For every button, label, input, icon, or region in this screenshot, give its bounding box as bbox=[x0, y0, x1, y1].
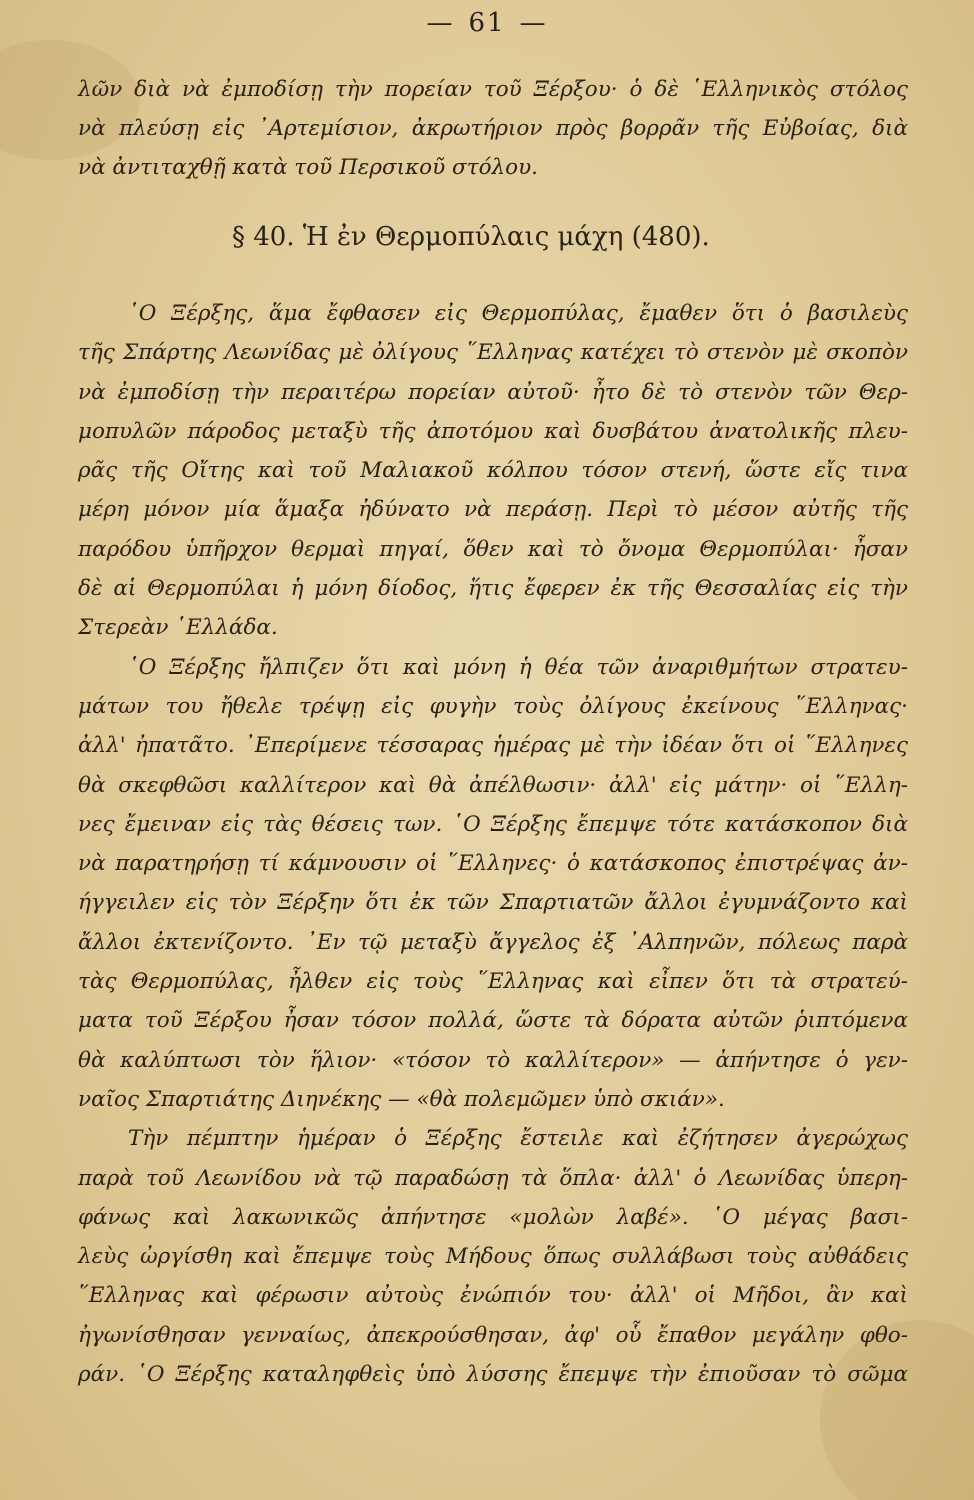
text-line: παρόδου ὑπῆρχον θερμαὶ πηγαί, ὅθεν καὶ τὸ ὄνομα Θερμοπύλαι· ἦσαν bbox=[78, 536, 908, 562]
text-line: μέρη μόνον μία ἅμαξα ἠδύνατο νὰ περάσῃ. Περὶ τὸ μέσον αὐτῆς τῆς bbox=[78, 497, 908, 523]
text-line: ναῖος Σπαρτιάτης Διηνέκης — «θὰ πολεμῶμεν ὑπὸ σκιάν». bbox=[78, 1086, 725, 1112]
text-line: λῶν διὰ νὰ ἐμποδίσῃ τὴν πορείαν τοῦ Ξέρξου· ὁ δὲ ῾Ελληνικὸς στόλος bbox=[78, 77, 908, 102]
body-text bbox=[78, 294, 908, 1394]
page-number-dash-right: — bbox=[519, 8, 548, 38]
text-line: νὰ ἀντιταχθῇ κατὰ τοῦ Περσικοῦ στόλου. bbox=[78, 155, 539, 180]
text-line: μοπυλῶν πάροδος μεταξὺ τῆς ἀποτόμου καὶ δυσβάτου ἀνατολικῆς πλευ- bbox=[78, 418, 908, 444]
text-line: ἀλλ' ἠπατᾶτο. ᾿Επερίμενε τέσσαρας ἡμέρας μὲ τὴν ἰδέαν ὅτι οἱ ῞Ελληνες bbox=[78, 733, 908, 759]
text-line: τὰς Θερμοπύλας, ἦλθεν εἰς τοὺς ῞Ελληνας καὶ εἶπεν ὅτι τὰ στρατεύ- bbox=[78, 969, 908, 995]
text-line: ῾Ο Ξέρξης ἤλπιζεν ὅτι καὶ μόνη ἡ θέα τῶν ἀναριθμήτων στρατευ- bbox=[128, 654, 908, 680]
text-line: παρὰ τοῦ Λεωνίδου νὰ τῷ παραδώσῃ τὰ ὅπλα· ἀλλ' ὁ Λεωνίδας ὑπερη- bbox=[78, 1165, 908, 1191]
text-line: θὰ καλύπτωσι τὸν ἥλιον· «τόσον τὸ καλλίτερον» — ἀπήντησε ὁ γεν- bbox=[78, 1047, 908, 1073]
text-line: Τὴν πέμπτην ἡμέραν ὁ Ξέρξης ἔστειλε καὶ ἐζήτησεν ἀγερώχως bbox=[128, 1126, 908, 1152]
text-line: λεὺς ὠργίσθη καὶ ἔπεμψε τοὺς Μήδους ὅπως συλλάβωσι τοὺς αὐθάδεις bbox=[78, 1244, 908, 1270]
text-line: ἠγωνίσθησαν γενναίως, ἀπεκρούσθησαν, ἀφ' οὗ ἔπαθον μεγάλην φθο- bbox=[78, 1322, 908, 1348]
text-line: νες ἔμειναν εἰς τὰς θέσεις των. ῾Ο Ξέρξης ἔπεμψε τότε κατάσκοπον διὰ bbox=[78, 811, 908, 837]
text-line: ματα τοῦ Ξέρξου ἦσαν τόσον πολλά, ὥστε τὰ δόρατα αὐτῶν ῥιπτόμενα bbox=[78, 1008, 908, 1034]
section-heading: § 40. Ἡ ἐν Θερμοπύλαις μάχη (480). bbox=[232, 222, 710, 252]
text-line: ῞Ελληνας καὶ φέρωσιν αὐτοὺς ἐνώπιόν του· ἀλλ' οἱ Μῆδοι, ἂν καὶ bbox=[78, 1283, 908, 1309]
page-number-value: 61 bbox=[468, 8, 506, 38]
text-line: Στερεὰν ῾Ελλάδα. bbox=[78, 615, 278, 641]
text-line: τῆς Σπάρτης Λεωνίδας μὲ ὀλίγους ῞Ελληνας κατέχει τὸ στενὸν μὲ σκοπὸν bbox=[78, 340, 908, 366]
page-number-dash-left: — bbox=[426, 8, 455, 38]
text-line: μάτων του ἤθελε τρέψῃ εἰς φυγὴν τοὺς ὀλίγους ἐκείνους ῞Ελληνας· bbox=[78, 693, 908, 719]
text-line: νὰ πλεύσῃ εἰς ᾿Αρτεμίσιον, ἀκρωτήριον πρὸς βορρᾶν τῆς Εὐβοίας, διὰ bbox=[78, 116, 908, 141]
text-line: νὰ ἐμποδίσῃ τὴν περαιτέρω πορείαν αὐτοῦ· ἦτο δὲ τὸ στενὸν τῶν Θερ- bbox=[78, 379, 908, 405]
page-number bbox=[0, 8, 974, 38]
text-line: θὰ σκεφθῶσι καλλίτερον καὶ θὰ ἀπέλθωσιν· ἀλλ' εἰς μάτην· οἱ ῞Ελλη- bbox=[78, 772, 908, 798]
text-line: νὰ παρατηρήσῃ τί κάμνουσιν οἱ ῞Ελληνες· ὁ κατάσκοπος ἐπιστρέψας ἀν- bbox=[78, 851, 908, 877]
text-line: ρᾶς τῆς Οἴτης καὶ τοῦ Μαλιακοῦ κόλπου τόσον στενή, ὥστε εἴς τινα bbox=[78, 458, 908, 484]
text-line: φάνως καὶ λακωνικῶς ἀπήντησε «μολὼν λαβέ». ῾Ο μέγας βασι- bbox=[78, 1204, 908, 1230]
text-line: ἄλλοι ἐκτενίζοντο. ᾿Εν τῷ μεταξὺ ἄγγελος ἐξ ᾿Αλπηνῶν, πόλεως παρὰ bbox=[78, 929, 908, 955]
intro-paragraph bbox=[78, 70, 908, 187]
text-line: ῾Ο Ξέρξης, ἅμα ἔφθασεν εἰς Θερμοπύλας, ἔμαθεν ὅτι ὁ βασιλεὺς bbox=[128, 301, 908, 326]
text-line: δὲ αἱ Θερμοπύλαι ἡ μόνη δίοδος, ἥτις ἔφερεν ἐκ τῆς Θεσσαλίας εἰς τὴν bbox=[78, 576, 908, 602]
text-line: ράν. ῾Ο Ξέρξης καταληφθεὶς ὑπὸ λύσσης ἔπεμψε τὴν ἐπιοῦσαν τὸ σῶμα bbox=[78, 1362, 908, 1388]
text-line: ήγγειλεν εἰς τὸν Ξέρξην ὅτι ἐκ τῶν Σπαρτιατῶν ἄλλοι ἐγυμνάζοντο καὶ bbox=[78, 890, 908, 916]
